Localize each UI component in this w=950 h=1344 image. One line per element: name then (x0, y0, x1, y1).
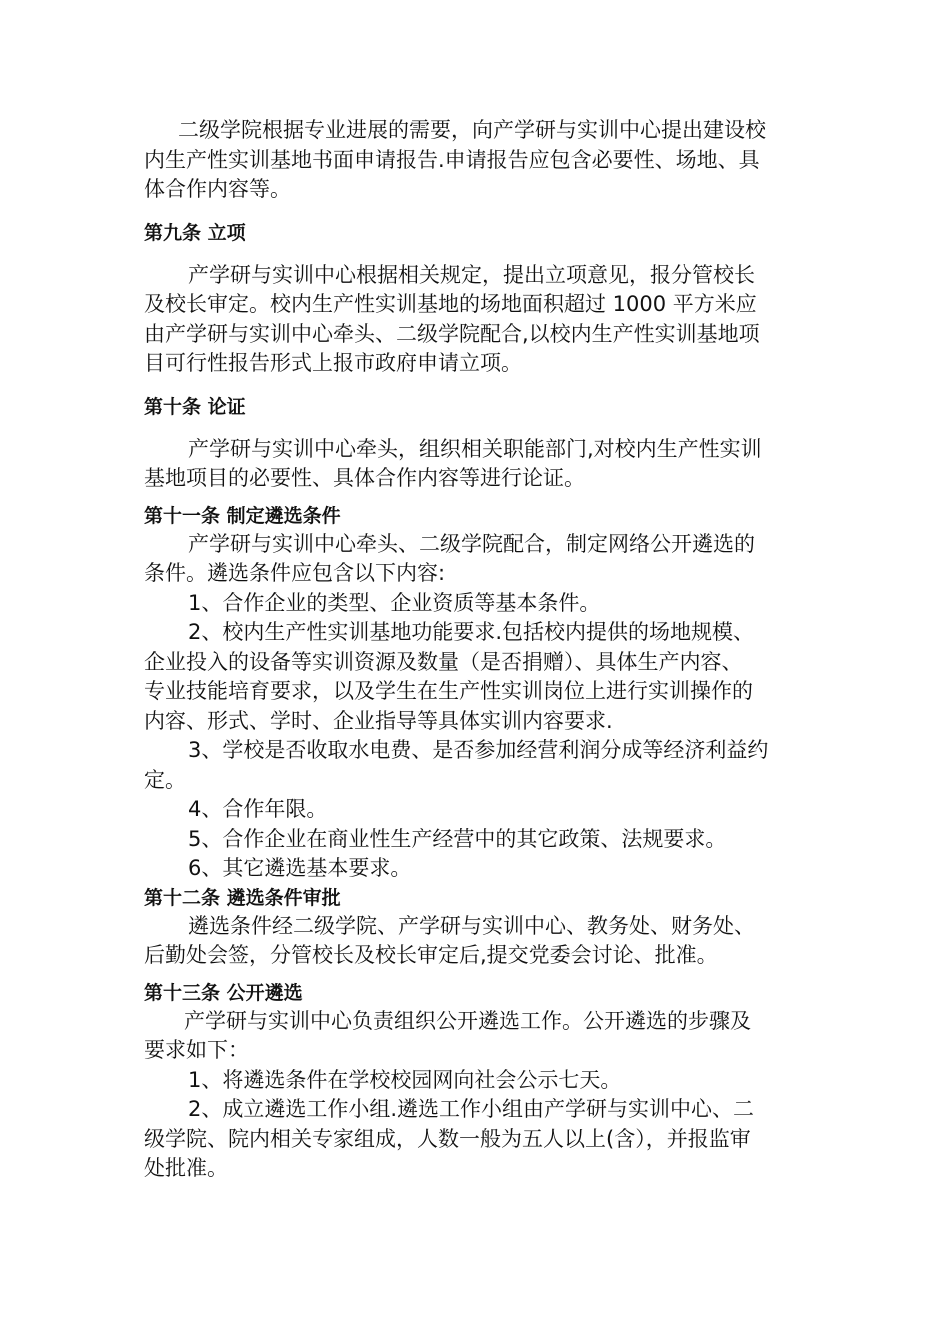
article-12-heading: 第十二条 遴选条件审批 (144, 886, 341, 909)
text-line: 处批准。 (144, 1156, 228, 1180)
list-item: 1、合作企业的类型、企业资质等基本条件。 (188, 590, 601, 615)
document-page (144, 116, 814, 1184)
text-line: 产学研与实训中心牵头、二级学院配合，制定网络公开遴选的 (188, 531, 755, 556)
article-12-body (144, 912, 814, 971)
list-item: 3、学校是否收取水电费、是否参加经营利润分成等经济利益约 (188, 738, 769, 762)
text-line: 产学研与实训中心牵头，组织相关职能部门,对校内生产性实训 (188, 436, 762, 461)
text-line: 要求如下： (144, 1038, 249, 1062)
list-item: 6、其它遴选基本要求。 (188, 856, 412, 880)
text-line: 基地项目的必要性、具体合作内容等进行论证。 (144, 466, 585, 490)
text-line: 产学研与实训中心根据相关规定，提出立项意见，报分管校长 (188, 262, 755, 287)
text-line: 由产学研与实训中心牵头、二级学院配合,以校内生产性实训基地项 (144, 321, 760, 346)
text-line: 内容、形式、学时、企业指导等具体实训内容要求. (144, 708, 613, 733)
list-item: 1、将遴选条件在学校校园网向社会公示七天。 (188, 1067, 622, 1092)
text-line: 内生产性实训基地书面申请报告.申请报告应包含必要性、场地、具 (144, 147, 760, 172)
list-item: 5、合作企业在商业性生产经营中的其它政策、法规要求。 (188, 826, 727, 851)
text-line: 及校长审定。校内生产性实训基地的场地面积超过 1000 平方米应 (144, 292, 757, 316)
text-line: 定。 (144, 767, 186, 792)
text-line: 级学院、院内相关专家组成，人数一般为五人以上(含），并报监审 (144, 1126, 751, 1151)
article-13-heading: 第十三条 公开遴选 (144, 981, 303, 1004)
article-11-heading: 第十一条 制定遴选条件 (144, 504, 341, 527)
list-item: 2、校内生产性实训基地功能要求.包括校内提供的场地规模、 (188, 620, 755, 644)
article-9-heading: 第九条 立项 (144, 221, 246, 244)
text-line: 二级学院根据专业进展的需要，向产学研与实训中心提出建设校 (178, 118, 766, 142)
article-10-heading: 第十条 论证 (144, 395, 246, 418)
text-line: 体合作内容等。 (144, 177, 291, 201)
list-item: 4、合作年限。 (188, 797, 328, 821)
article-11-body (144, 530, 814, 884)
paragraph-intro (144, 116, 814, 205)
list-item: 2、成立遴选工作小组.遴选工作小组由产学研与实训中心、二 (188, 1097, 755, 1121)
article-10-body (144, 435, 814, 494)
text-line: 产学研与实训中心负责组织公开遴选工作。公开遴选的步骤及 (184, 1008, 751, 1033)
text-line: 条件。遴选条件应包含以下内容: (144, 561, 446, 585)
text-line: 遴选条件经二级学院、产学研与实训中心、教务处、财务处、 (188, 913, 755, 938)
text-line: 专业技能培育要求，以及学生在生产性实训岗位上进行实训操作的 (144, 679, 753, 703)
text-line: 后勤处会签，分管校长及校长审定后,提交党委会讨论、批准。 (144, 943, 718, 967)
article-13-body (144, 1007, 814, 1184)
article-9-body (144, 261, 814, 379)
text-line: 目可行性报告形式上报市政府申请立项。 (144, 351, 522, 375)
text-line: 企业投入的设备等实训资源及数量（是否捐赠）、具体生产内容、 (144, 649, 743, 674)
